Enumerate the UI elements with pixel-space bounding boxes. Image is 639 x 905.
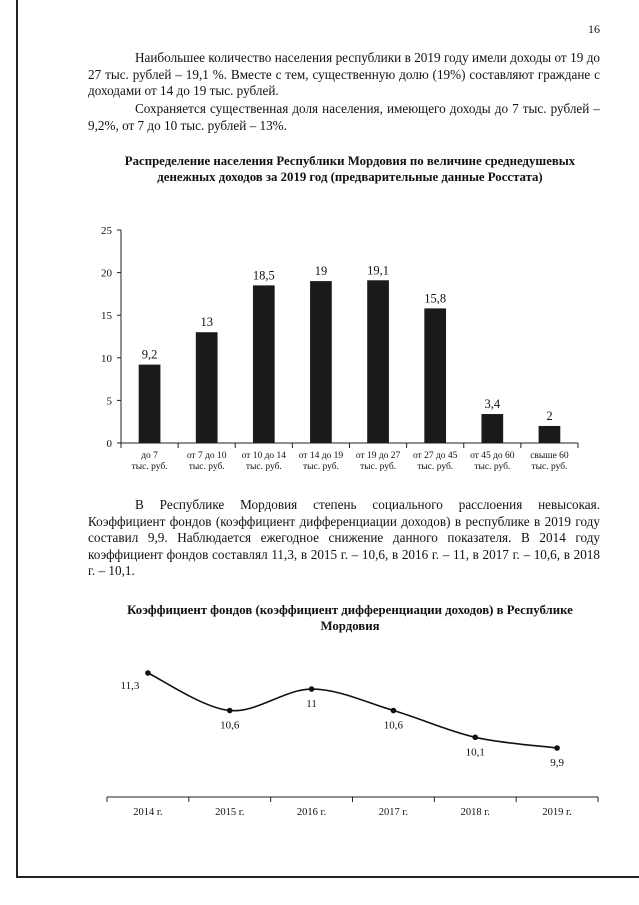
x-tick-label: 2016 г. bbox=[296, 807, 327, 818]
y-tick-label: 15 bbox=[101, 310, 112, 323]
x-tick-label: 2018 г. bbox=[460, 807, 490, 818]
paragraph-2 bbox=[88, 101, 600, 134]
line-chart-title: Коэффициент фондов (коэффициент дифференциации доходов) в Республике Мордовия bbox=[127, 603, 573, 633]
bar bbox=[310, 281, 332, 443]
x-tick-label: от 14 до 19 bbox=[298, 451, 344, 461]
y-tick-label: 20 bbox=[101, 267, 112, 280]
bar bbox=[424, 308, 446, 443]
series-line bbox=[148, 673, 557, 748]
bar bbox=[481, 414, 503, 443]
data-label: 10,6 bbox=[220, 719, 240, 732]
x-tick-label: от 7 до 10 bbox=[186, 451, 227, 461]
x-tick-label: 2019 г. bbox=[542, 807, 572, 818]
bar-value-label: 9,2 bbox=[141, 347, 158, 362]
data-label: 9,9 bbox=[550, 757, 564, 769]
paragraph-2-text: Сохраняется существенная доля населения, имеющего доходы до 7 тыс. рублей – 9,2%, от 7 до 10 тыс. рублей – 13%. bbox=[88, 101, 600, 133]
x-tick-label: 2017 г. bbox=[378, 807, 409, 818]
bar-value-label: 15,8 bbox=[424, 291, 447, 306]
bar-chart bbox=[0, 220, 639, 480]
bar-value-label: 19,1 bbox=[367, 263, 389, 278]
bar-value-label: 2 bbox=[546, 408, 553, 423]
x-tick-label: тыс. руб. bbox=[302, 462, 339, 472]
bar-chart-title: Распределение населения Республики Мордовия по величине среднедушевых денежных доходов за 2019 год (предварительные данные Росстата) bbox=[124, 154, 576, 184]
x-tick-label: тыс. руб. bbox=[531, 462, 568, 472]
bar bbox=[196, 332, 218, 443]
bar bbox=[253, 285, 275, 443]
x-tick-label: тыс. руб. bbox=[417, 462, 454, 472]
x-tick-label: свыше 60 bbox=[530, 451, 569, 461]
paragraph-3 bbox=[88, 497, 600, 580]
x-tick-label: тыс. руб. bbox=[474, 462, 511, 472]
x-tick-label: до 7 bbox=[141, 451, 158, 461]
y-tick-label: 10 bbox=[101, 352, 112, 365]
x-tick-label: 2014 г. bbox=[133, 807, 163, 818]
bar-value-label: 13 bbox=[200, 315, 213, 330]
data-point bbox=[554, 745, 560, 751]
bar-value-label: 3,4 bbox=[484, 397, 501, 412]
y-tick-label: 5 bbox=[106, 395, 112, 408]
x-tick-label: тыс. руб. bbox=[188, 462, 225, 472]
x-tick-label: тыс. руб. bbox=[245, 462, 282, 472]
x-tick-label: тыс. руб. bbox=[131, 462, 168, 472]
bar-value-label: 19 bbox=[314, 264, 328, 279]
y-tick-label: 0 bbox=[106, 438, 112, 450]
page-bottom-border bbox=[16, 876, 639, 878]
paragraph-3-text: В Республике Мордовия степень социального расслоения невысокая. Коэффициент фондов (коэффициент дифференциации доходов) в республике в 2019 году составил 9,9. Наблюдается ежегодное снижение данного показателя. В 2014 году коэффициент фондов составлял 11,3, в 2015 г. – 10,6, в 2016 г. – 11, в 2017 г. – 10,6, в 2018 г. – 10,1. bbox=[88, 497, 600, 578]
paragraph-1-text: Наибольшее количество населения республики в 2019 году имели доходы от 19 до 27 тыс. рублей – 19,1 %. Вместе с тем, существенную долю (19%) составляют граждане с доходами от 14 до 19 тыс. рублей. bbox=[88, 50, 600, 98]
page-number: 16 bbox=[588, 22, 600, 36]
data-label: 10,6 bbox=[383, 719, 404, 732]
data-point bbox=[227, 708, 233, 714]
bar bbox=[139, 365, 161, 443]
data-point bbox=[391, 708, 397, 714]
data-point bbox=[145, 670, 151, 676]
data-label: 10,1 bbox=[465, 746, 485, 759]
line-chart bbox=[0, 645, 639, 830]
x-tick-label: от 27 до 45 bbox=[412, 451, 458, 461]
bar bbox=[367, 280, 389, 443]
data-label: 11 bbox=[306, 698, 317, 711]
bar-value-label: 18,5 bbox=[252, 268, 275, 283]
y-tick-label: 25 bbox=[101, 225, 112, 237]
x-tick-label: от 10 до 14 bbox=[241, 451, 287, 461]
x-tick-label: от 19 до 27 bbox=[355, 451, 401, 461]
bar bbox=[539, 426, 561, 443]
data-label: 11,3 bbox=[120, 680, 140, 692]
x-tick-label: тыс. руб. bbox=[360, 462, 397, 472]
data-point bbox=[472, 734, 478, 740]
x-tick-label: от 45 до 60 bbox=[470, 451, 515, 461]
paragraph-1 bbox=[88, 50, 600, 100]
data-point bbox=[309, 686, 315, 692]
x-tick-label: 2015 г. bbox=[215, 807, 245, 818]
